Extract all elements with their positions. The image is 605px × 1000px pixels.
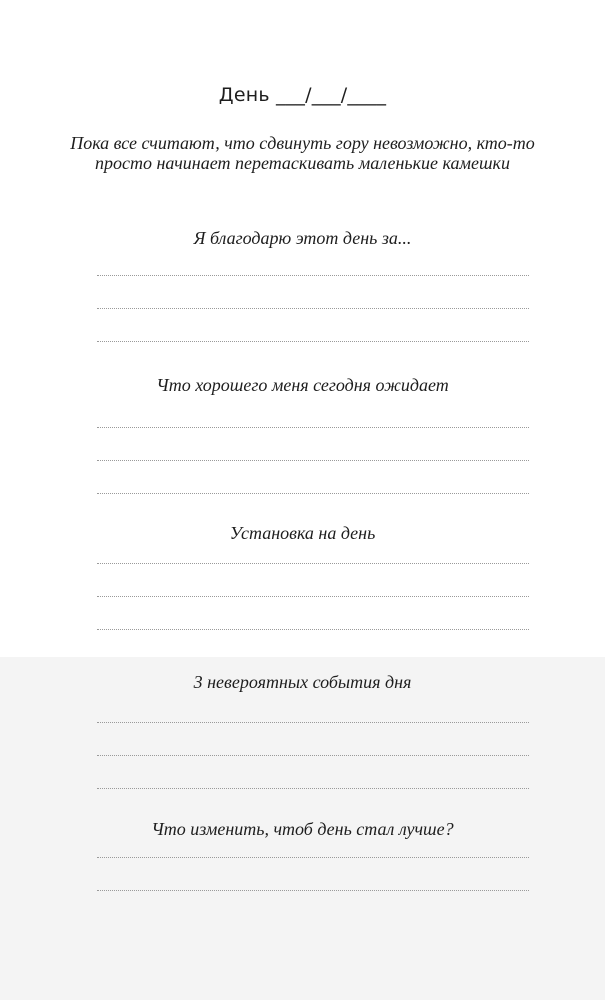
quote-text: Пока все считают, что сдвинуть гору невозможно, кто-то просто начинает перетаскивать маленькие камешки <box>70 133 535 173</box>
daily-intention-line-3[interactable] <box>97 629 529 630</box>
gratitude-line-1[interactable] <box>97 275 529 276</box>
daily-intention-line-1[interactable] <box>97 563 529 564</box>
expectations-line-2[interactable] <box>97 460 529 461</box>
amazing-events-heading: 3 невероятных события дня <box>193 672 412 692</box>
daily-intention-line-2[interactable] <box>97 596 529 597</box>
amazing-events-line-2[interactable] <box>97 755 529 756</box>
expectations-line-1[interactable] <box>97 427 529 428</box>
gratitude-heading: Я благодарю этот день за... <box>193 228 412 248</box>
improvement-line-1[interactable] <box>97 857 529 858</box>
amazing-events-line-1[interactable] <box>97 722 529 723</box>
improvement-line-2[interactable] <box>97 890 529 891</box>
expectations-line-3[interactable] <box>97 493 529 494</box>
daily-intention-heading: Установка на день <box>229 523 376 543</box>
amazing-events-line-3[interactable] <box>97 788 529 789</box>
gratitude-line-3[interactable] <box>97 341 529 342</box>
date-label[interactable]: День ___/___/____ <box>218 84 387 106</box>
expectations-heading: Что хорошего меня сегодня ожидает <box>156 375 449 395</box>
improvement-heading: Что изменить, чтоб день стал лучше? <box>151 819 454 839</box>
gratitude-line-2[interactable] <box>97 308 529 309</box>
